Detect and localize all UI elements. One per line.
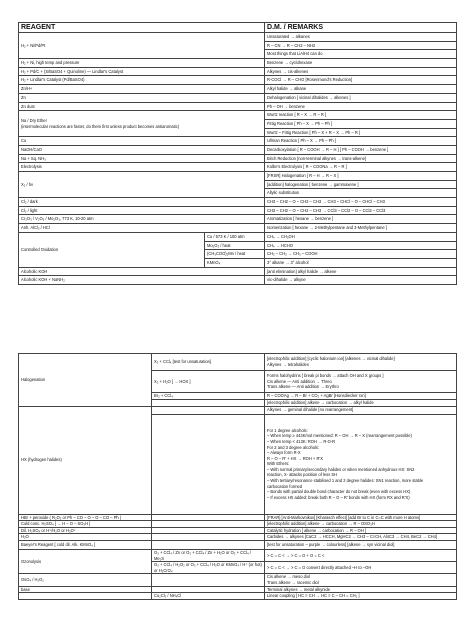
- condition-cell: (CH₃COO)₂Mn / heat: [205, 250, 265, 259]
- condition-cell: O₃ + CCl₄ / H₂O₂ or O₃ + CCl₄ / H₂O or KMnO₄ / H⁺ (or hot) or H₂CrO₄: [152, 562, 265, 574]
- remarks-cell: [265, 198, 457, 207]
- remarks-cell: [265, 267, 457, 276]
- table-row: [19, 102, 457, 111]
- table-row: [19, 198, 457, 207]
- reagent-text: Electrolysis: [21, 164, 42, 170]
- remarks-cell: [265, 33, 457, 42]
- reagent-text: X₂ / hv: [21, 181, 34, 187]
- remarks-cell: [265, 414, 457, 514]
- remark-line: – With normal primary/secondary halides or when mentioned anhydrous HX: SN2: [267, 466, 415, 472]
- reagent-text: Cold conc. H₂SO₄ [ → H – O – SO₃H ]: [21, 521, 91, 527]
- remarks-cell: [265, 540, 457, 549]
- remarks-cell: [265, 172, 457, 181]
- remarks-cell: [265, 371, 457, 393]
- remark-line: For 1 degree alcohols:: [267, 427, 308, 433]
- condition-cell: [152, 521, 265, 528]
- remark-line: Terminal alkynes → metal alkynide: [267, 586, 331, 592]
- reagent-text: H₂O: [21, 534, 29, 540]
- reagent-cell: [19, 206, 265, 215]
- condition-cell: Mo₂O₃ / heat: [205, 241, 265, 250]
- remarks-cell: [265, 206, 457, 215]
- remark-line: Alkynes → tetrahalides: [267, 362, 309, 367]
- remark-line: [FRSR] Halogenation [ R – H → R – X ]: [267, 173, 339, 179]
- remark-line: CH₄ → CH₃OH: [267, 233, 295, 239]
- remark-line: – Bonds with partial double bond character do not break (even with excess HX): [267, 489, 411, 495]
- reagent-cell: [19, 102, 265, 111]
- reagent-cell: [19, 67, 265, 76]
- remark-line: [addition] halogenation [ benzene → gammaxene ]: [267, 181, 359, 187]
- remarks-cell: [265, 163, 457, 172]
- remark-line: carbocation formed: [267, 483, 303, 489]
- remark-line: reaction, X- attacks position of less SH: [267, 472, 338, 478]
- remark-line: [FRAR] [Anti-Markovnikov] [Kharasch effect] [add Br to C in C=C with more H atoms]: [267, 514, 421, 520]
- table-row: [19, 586, 457, 593]
- remark-line: Kolbe's Electrolysis [ R – COONa → R – R ]: [267, 164, 347, 170]
- remark-line: Alkynes → geminal dihalide [no rearrangement]: [267, 407, 354, 413]
- remarks-cell: [265, 354, 457, 371]
- condition-cell: [152, 406, 265, 414]
- remarks-cell: [265, 400, 457, 407]
- condition-cell: Cu₂Cl₂ / NH₄Cl: [152, 593, 265, 600]
- remarks-cell: [265, 232, 457, 241]
- reagent-cell: [19, 586, 152, 593]
- reagent-cell: [19, 215, 265, 224]
- condition-cell: [152, 586, 265, 593]
- remark-line: [electrophilic addition] alkene → carbocation → alkyl halide: [267, 400, 374, 405]
- remark-line: – Always form R-X: [267, 450, 301, 456]
- condition-cell: [152, 514, 265, 521]
- table-row: [19, 527, 457, 534]
- reagent-text: OsO₄ / H₂O₂: [21, 577, 44, 583]
- remarks-cell: [265, 514, 457, 521]
- remark-line: Wurtz – Fittig Reaction [ Ph – X + R – X → Ph – R ]: [267, 129, 361, 135]
- remarks-cell: [265, 59, 457, 68]
- table-row: [19, 145, 457, 154]
- remarks-cell: [265, 215, 457, 224]
- condition-cell: Br₂ + CCl₄: [152, 393, 265, 400]
- reagent-cell: [19, 137, 265, 146]
- remark-line: With Ethers:: [267, 461, 290, 467]
- remark-line: R-COCl → R – CHO [Rosenmund's Reduction]: [267, 77, 353, 83]
- reagent-cell: [19, 276, 265, 285]
- reagent-column-header: REAGENT: [19, 23, 265, 33]
- table-row: [19, 137, 457, 146]
- table-row: [19, 206, 457, 215]
- reagent-text: HBr + peroxide ( R₂O₂ or Ph – CO – O – O – CO – Ph ): [21, 514, 122, 520]
- remarks-cell: [265, 250, 457, 259]
- reagent-cell: [19, 76, 265, 85]
- remark-line: Forms halohydrins [ break pi bonds → attach OH and X groups ]: [267, 373, 384, 379]
- condition-cell: Cu / 573 K / 100 atm: [205, 232, 265, 241]
- remark-line: Trans alkene → racemic diol: [267, 579, 319, 585]
- reagent-cell: [19, 93, 265, 102]
- reagent-text: Controlled Oxidation: [21, 246, 59, 252]
- condition-cell: X₂ + H₂O [ → HOX ]: [152, 371, 265, 393]
- table-row: [19, 224, 457, 233]
- reagent-text: NaOH/CaO: [21, 146, 42, 152]
- remarks-cell: [265, 549, 457, 561]
- reagent-text: base: [21, 586, 30, 592]
- table-row: [19, 93, 457, 102]
- remark-line: Wurtz reaction [ R – X → R – R ]: [267, 112, 327, 118]
- remark-line: Alkyl halide → alkane: [267, 86, 307, 92]
- reagent-text: Ozonolysis: [21, 558, 42, 564]
- remarks-cell: [265, 562, 457, 574]
- remark-line: – With tertiary/resonance stabilised 1 and 2 degree halides: SN1 reaction, more stable: [267, 478, 424, 484]
- reagent-text: H₂ + Ni, high temp and pressure: [21, 60, 80, 66]
- reagent-text: H₂ + Ni/Pd/Pt: [21, 42, 46, 48]
- reagent-text: Zn/H+: [21, 86, 33, 92]
- reagent-text: HX (hydrogen halides): [21, 457, 62, 463]
- reagent-text: Zn dust: [21, 103, 35, 109]
- reagent-cell: [19, 154, 265, 163]
- reagent-text: Baeyer's Reagent [ cold dil. Alk. KMnO₄ ]: [21, 542, 96, 548]
- remark-line: Benzene → cyclohexane: [267, 60, 313, 66]
- table-row: [19, 540, 457, 549]
- condition-cell: [152, 414, 265, 514]
- remark-line: CH₃ – CH₃ → CH₃ – COOH: [267, 251, 318, 257]
- condition-cell: KMnO₄: [205, 258, 265, 267]
- reagent-text: Dil. H₂SO₄ or H⁺/H₂O or H₃O⁺: [21, 527, 76, 533]
- remarks-cell: [265, 224, 457, 233]
- table-row: [19, 76, 457, 85]
- reagent-cell: [19, 540, 152, 549]
- reagent-note: (intermolecular reactions are faster, do them first unless product becomes antiaromatic): [21, 123, 180, 129]
- reagent-cell: [19, 163, 265, 172]
- remarks-cell: [265, 593, 457, 600]
- remarks-cell: [265, 102, 457, 111]
- remarks-cell: [265, 521, 457, 528]
- reagent-text: Na + Sq. NH₃: [21, 155, 46, 161]
- remark-line: For 2 and 3 degree alcohols:: [267, 444, 320, 450]
- table-row: [19, 276, 457, 285]
- reagent-cell: [19, 111, 265, 137]
- reagent-cell: [19, 33, 265, 59]
- condition-cell: [152, 400, 265, 407]
- remark-line: Allylic substitution: [267, 190, 300, 196]
- table-row: [19, 354, 457, 371]
- remarks-cell: [265, 111, 457, 120]
- condition-cell: X₂ + CCl₄ [test for unsaturation]: [152, 354, 265, 371]
- remark-line: – If excess HX added: break both R – O – R' bonds with HX (form RX and R'X): [267, 494, 410, 500]
- reagent-cell: [19, 514, 152, 521]
- table-row: [19, 574, 457, 586]
- remarks-cell: [265, 67, 457, 76]
- table-row: [19, 593, 457, 600]
- remark-line: Cis alkene → meso diol: [267, 574, 311, 580]
- condition-cell: [152, 527, 265, 534]
- reagent-cell: [19, 406, 152, 514]
- table-row: [19, 67, 457, 76]
- reagent-cell: [19, 267, 265, 276]
- reagent-text: Cu: [21, 138, 27, 144]
- remark-line: – When temp < 413K: ROH → R-O-R: [267, 438, 336, 444]
- remark-line: [anti elimination] alkyl halide → alkene: [267, 268, 337, 274]
- remark-line: [electrophilic addition] alkene → carbocation → R – OSO₃H: [267, 521, 375, 527]
- remark-line: Most things that LiAlH4 can do: [267, 51, 323, 57]
- remark-line: Isomerization [ hexane → 2-Methylpentane and 3-Methylpentane ]: [267, 225, 387, 231]
- reagent-cell: [19, 549, 152, 573]
- reagent-table-2: [18, 353, 457, 600]
- reagent-cell: [19, 85, 265, 94]
- remark-line: Dehalogenation [ vicinal dihalides → alkenes ]: [267, 94, 351, 100]
- reagent-cell: [19, 593, 152, 600]
- remark-line: Fittig Reaction [ Ph – X → Ph – Ph ]: [267, 120, 333, 126]
- reagent-cell: [19, 521, 152, 528]
- reagent-cell: [19, 354, 152, 407]
- remarks-cell: [265, 76, 457, 85]
- remarks-cell: [265, 189, 457, 198]
- reagent-text: Cr₂O₃ / V₂O₅ / Mo₂O₃, 773 K, 10-20 atm: [21, 216, 94, 222]
- remarks-cell: [265, 128, 457, 137]
- remark-line: Alkynes → cis-alkenes: [267, 68, 309, 74]
- remarks-cell: [265, 574, 457, 586]
- remark-line: > C = C < → > C = O + O = C <: [267, 552, 325, 558]
- reagent-table-1: [18, 22, 457, 285]
- reagent-cell: [19, 574, 152, 586]
- table-row: [19, 215, 457, 224]
- remark-line: Aromatization [ hexane → benzene ]: [267, 216, 334, 222]
- remark-line: Decarboxylation [ R – COOH → R – H ] [ Ph – COOH → benzene ]: [267, 146, 389, 152]
- reagent-text: Anh. AlCl₃ / HCl: [21, 225, 50, 231]
- remarks-cell: [265, 406, 457, 414]
- remark-line: CH3 – CH2 – O – CH2 – CH3 → CCl3 – CCl2 – O – CCl2 – CCl3: [267, 207, 386, 213]
- remark-line: Ullman Reaction [ Ph – X → Ph – Ph ]: [267, 138, 336, 144]
- table-row: [19, 163, 457, 172]
- remark-line: Carbides → alkynes [CaC2 → HCCH, MgHC2 → CH3 – C≡CH, Al4C3 → CH4, BeC2 → CH4]: [267, 534, 438, 540]
- remarks-cell: [265, 85, 457, 94]
- remarks-cell: [265, 41, 457, 50]
- table-row: [19, 59, 457, 68]
- reagent-cell: [19, 224, 265, 233]
- remark-line: vic-dihalide → alkyne: [267, 277, 306, 283]
- remarks-cell: [265, 50, 457, 59]
- reagent-text: Cl₂ / dark: [21, 199, 38, 205]
- reagent-text: H₂ + Lindlar's Catalyst (Pd/BaSO4): [21, 77, 85, 83]
- table-row: [19, 154, 457, 163]
- remark-line: R – O – R' + HX → ROH + R'X: [267, 455, 323, 461]
- reagent-text: Alcoholic KOH + NaNH₂: [21, 277, 65, 283]
- table-row: [19, 514, 457, 521]
- remark-line: 3° alkane → 3° alcohol: [267, 259, 309, 265]
- remarks-cell: [265, 241, 457, 250]
- remark-line: – When temp ≥ 443K/not mentioned: R – OH → R – X (rearrangement possible): [267, 433, 412, 439]
- reagent-text: Alcoholic KOH: [21, 268, 48, 274]
- reagent-cell: [19, 172, 265, 198]
- reagent-text: Cl₂ / light: [21, 207, 38, 213]
- remark-line: CH₄ → HCHO: [267, 242, 294, 248]
- table-row: [19, 33, 457, 42]
- condition-cell: [152, 534, 265, 541]
- remark-line: [electrophilic addition] [cyclic halonium ion] [alkenes → vicinal dihalide]: [267, 356, 395, 362]
- reagent-cell: [19, 534, 152, 541]
- reagent-cell: [19, 59, 265, 68]
- table-row: [19, 85, 457, 94]
- table-row: [19, 111, 457, 120]
- table-row: [19, 267, 457, 276]
- remark-line: Cis alkene — Anti addition → Threo: [267, 378, 332, 384]
- remarks-cell: [265, 534, 457, 541]
- remark-line: R – COOAg → R – Br + CO₂ + AgBr [Hunsdiecker rxn]: [267, 393, 366, 399]
- table-row: [19, 549, 457, 561]
- remark-line: CH3 – CH2 – O – CH2 – CH3 → CH3 – CHCl – O – CHCl – CH3: [267, 199, 385, 205]
- condition-cell: O₃ + CCl₄ / Zn or O₃ + CCl₄ / Zn + H₂O or O₃ + CCl₄ / Me₂S: [152, 549, 265, 561]
- table-row: [19, 172, 457, 181]
- table-row: [19, 406, 457, 414]
- remark-line: Ph – OH → benzene: [267, 103, 305, 109]
- remarks-cell: [265, 93, 457, 102]
- remark-line: R – CN → R – CH2 – NH2: [267, 42, 316, 48]
- remarks-cell: [265, 393, 457, 400]
- remarks-cell: [265, 145, 457, 154]
- remark-line: Catalytic hydration [ alkene → carbocation → R – OH ]: [267, 527, 366, 533]
- table-row: [19, 232, 457, 241]
- table-header-row: [19, 23, 457, 33]
- reagent-cell: [19, 232, 205, 267]
- remark-line: Linear coupling [ HC ≡ CH → HC ≡ C – CH = CH₂ ]: [267, 593, 360, 599]
- reagent-cell: [19, 527, 152, 534]
- reagent-text: Na / Dry Ether: [21, 118, 47, 124]
- table-row: [19, 521, 457, 528]
- remark-line: [test for unsaturation – purple → colourless] [alkene → syn vicinal diol]: [267, 542, 395, 548]
- condition-cell: [152, 540, 265, 549]
- remarks-cell: [265, 154, 457, 163]
- remarks-cell: [265, 180, 457, 189]
- remarks-cell: [265, 527, 457, 534]
- remarks-cell: [265, 258, 457, 267]
- remarks-cell: [265, 119, 457, 128]
- remark-line: > C = C < → > C = O convert directly attached –H to –OH: [267, 564, 372, 570]
- remark-line: Birch Reduction [non-terminal alkynes → trans-alkene]: [267, 155, 366, 161]
- condition-cell: [152, 574, 265, 586]
- remarks-cell: [265, 137, 457, 146]
- reagent-text: Halogenation: [21, 377, 46, 382]
- remarks-column-header: D.M. / REMARKS: [265, 23, 457, 33]
- remark-line: Trans alkene — Anti addition → Erythro: [267, 384, 339, 390]
- remark-line: Unsaturated → alkanes: [267, 34, 310, 40]
- reagent-cell: [19, 198, 265, 207]
- reagent-text: H₂ + Pd/C + (S/BaSO4 + Quinoline) — Lindlar's Catalyst: [21, 68, 124, 74]
- reagent-cell: [19, 145, 265, 154]
- remarks-cell: [265, 276, 457, 285]
- table-row: [19, 534, 457, 541]
- remarks-cell: [265, 586, 457, 593]
- reagent-text: Zn: [21, 94, 26, 100]
